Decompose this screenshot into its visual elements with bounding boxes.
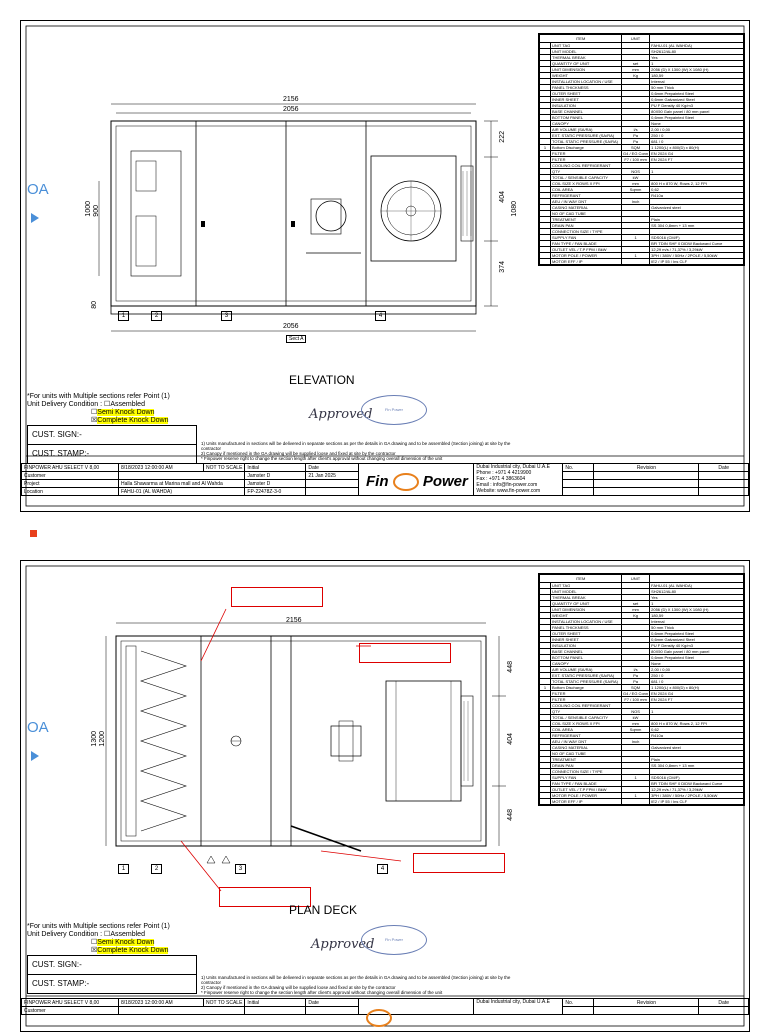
spec-cell-label: EXT. STATIC PRESSURE (SA/RA) xyxy=(551,673,622,679)
opt-semi-checkbox: ☐ xyxy=(91,409,98,416)
opt-semi: Semi Knock Down xyxy=(97,409,155,416)
spec-cell-unit: set xyxy=(622,61,650,67)
tb-location-label: Location xyxy=(22,488,119,496)
disclaimer-3: * Finpower reserve right to change the section length after client's approval without changing overall dimension of the unit xyxy=(201,456,443,461)
view-title-plan: PLAN DECK xyxy=(289,903,358,917)
spec-cell-unit: F7 / 100 mm xyxy=(622,157,650,163)
logo-left: Fin xyxy=(366,473,389,490)
tb-fax: Fax : +971 4 3863604 xyxy=(476,476,526,482)
spec-cell-value: Yes xyxy=(650,55,744,61)
plan-disclaimer-2: 2) Canopy if mentioned in the GA drawing will be supplied loose and fixed at site by the contractor xyxy=(201,985,396,990)
spec-cell-value: 12,29 m/s / 71,37% / 3,29kW xyxy=(650,787,744,793)
dim-right-top-plan: 448 xyxy=(507,661,514,673)
spec-cell-label: TOTAL / SENSIBLE CAPACITY xyxy=(551,175,622,181)
section-marker-4: 4 xyxy=(375,311,386,321)
tb-date-head: Date xyxy=(306,464,359,472)
disclaimer-plan xyxy=(201,975,531,995)
spec-cell-value: None xyxy=(650,661,744,667)
finpower-logo xyxy=(366,473,468,491)
dim-right-bot: 374 xyxy=(499,261,506,273)
spec-cell-label: FILTER xyxy=(551,691,622,697)
spec-cell-label: QUANTITY OF UNIT xyxy=(551,601,622,607)
spec-cell-n xyxy=(540,799,551,805)
dim-right-mid: 404 xyxy=(499,191,506,203)
dim-bottom: 2056 xyxy=(283,323,299,330)
spec-cell-unit xyxy=(622,259,650,265)
spec-cell-label: QTY xyxy=(551,169,622,175)
spec-cell-label: NO OF CAD TUBE xyxy=(551,211,622,217)
spec-cell-label: AIR VOLUME (SA/RA) xyxy=(551,667,622,673)
approval-stamp-plan: Fin Power xyxy=(361,925,427,955)
spec-cell-value: 80X50 Galv panel / 80 mm panel xyxy=(650,649,744,655)
plan-note-line-1: *For units with Multiple sections refer Point (1) xyxy=(27,923,170,930)
spec-cell-label: BOTTOM PANEL xyxy=(551,115,622,121)
plan-opt-semi-checkbox: ☐ xyxy=(91,939,98,946)
tb-phone: Phone : +971 4 4219900 xyxy=(476,470,532,476)
spec-cell-label: INSULATION xyxy=(551,643,622,649)
bullet-marker xyxy=(30,530,37,537)
spec-header-item: ITEM xyxy=(540,35,622,43)
spec-cell-label: EXT. STATIC PRESSURE (SA/RA) xyxy=(551,133,622,139)
spec-cell-value: Galvanized steel xyxy=(650,205,744,211)
spec-cell-label: COIL AREA xyxy=(551,727,622,733)
spec-cell-label: CASING MATERIAL xyxy=(551,745,622,751)
spec-cell-label: INSULATION xyxy=(551,103,622,109)
spec-cell-label: QUANTITY OF UNIT xyxy=(551,61,622,67)
tb-selected-date: 21 Jan 2025 xyxy=(306,472,359,480)
plan-opt-semi: Semi Knock Down xyxy=(97,939,155,946)
spec-cell-label: PANEL THICKNESS xyxy=(551,625,622,631)
spec-cell-value: BFI TDIN SHF 0 DIDW Backward Curve xyxy=(650,781,744,787)
spec-cell-value: 1 xyxy=(650,709,744,715)
spec-cell-label: CASING MATERIAL xyxy=(551,205,622,211)
dim-base: 80 xyxy=(91,301,98,309)
spec-cell-label: QTY xyxy=(551,709,622,715)
drawing-sheet-plan xyxy=(20,560,750,1032)
spec-cell-label: OUTER SHEET xyxy=(551,91,622,97)
opt-complete: Complete Knock Down xyxy=(97,417,169,424)
tb-selected-by: Jamster D xyxy=(245,472,306,480)
spec-cell-unit: Kg xyxy=(622,613,650,619)
notes-plan xyxy=(27,923,170,955)
note-line-1: *For units with Multiple sections refer Point (1) xyxy=(27,393,170,400)
spec-cell-label: BOTTOM PANEL xyxy=(551,655,622,661)
plan-section-marker-1: 1 xyxy=(118,864,129,874)
spec-row xyxy=(540,259,744,265)
spec-cell-label: FILTER xyxy=(551,151,622,157)
spec-cell-unit: Pa xyxy=(622,133,650,139)
spec-cell-n: 1 xyxy=(540,685,551,691)
spec-cell-value: 180,59 xyxy=(650,73,744,79)
spec-cell-value: SDS016 (CM/F) xyxy=(650,235,744,241)
spec-cell-value: 2056 (D) X 1300 (W) X 1080 (H) xyxy=(650,607,744,613)
spec-cell-label: INSTALLATION LOCATION / USE xyxy=(551,619,622,625)
spec-cell-label: REFRIGERANT xyxy=(551,733,622,739)
spec-cell-value: SH2612/AL80 xyxy=(650,589,744,595)
spec-cell-value: 0,6mm Prepainted Steel xyxy=(650,115,744,121)
spec-cell-value: Plain xyxy=(650,757,744,763)
spec-cell-value: EN 2024 G4 xyxy=(650,151,744,157)
spec-cell-value: R410a xyxy=(650,193,744,199)
spec-cell-value: SS 304 0,8mm + 13 mm xyxy=(650,763,744,769)
spec-cell-label: CANOPY xyxy=(551,661,622,667)
dim-top-inner: 2056 xyxy=(283,106,299,113)
plan-tb-initial: Initial xyxy=(245,999,306,1007)
spec-cell-label: FAN TYPE / FAN BLADE xyxy=(551,241,622,247)
spec-cell-value: PU F Density 40 Kg/m3 xyxy=(650,103,744,109)
notes xyxy=(27,393,170,425)
plan-section-marker-2: 2 xyxy=(151,864,162,874)
disclaimer-2: 2) Canopy if mentioned in the GA drawing will be supplied loose and fixed at site by the contractor xyxy=(201,451,396,456)
spec-cell-label: NO OF CAD TUBE xyxy=(551,751,622,757)
spec-cell-value: 681 / 0 xyxy=(650,139,744,145)
spec-table-body-plan xyxy=(540,583,744,805)
spec-cell-label: OUTLET VEL / T.P FPM / BkW xyxy=(551,247,622,253)
spec-cell-value: 800 H x 870 W, Rows 2, 12 FPI xyxy=(650,721,744,727)
spec-cell-unit: kW xyxy=(622,175,650,181)
spec-row xyxy=(540,799,744,805)
spec-cell-label: UNIT TAG xyxy=(551,583,622,589)
spec-cell-label: BASE CHANNEL xyxy=(551,109,622,115)
spec-cell-value: 2,00 / 0,00 xyxy=(650,667,744,673)
spec-cell-label: TOTAL STATIC PRESSURE (SA/RA) xyxy=(551,679,622,685)
tb-revdate-head: Date xyxy=(699,464,749,472)
spec-cell-label: CONNECTION SIZE / TYPE xyxy=(551,229,622,235)
spec-cell-label: COOLING COIL REFRIGERANT xyxy=(551,163,622,169)
oa-label: OA xyxy=(27,181,49,198)
spec-cell-value: R410a xyxy=(650,733,744,739)
spec-cell-unit: Pa xyxy=(622,139,650,145)
spec-cell-label: WEIGHT xyxy=(551,73,622,79)
plan-section-marker-4: 4 xyxy=(377,864,388,874)
plan-opt-assembled: Assembled xyxy=(110,931,145,938)
spec-cell-unit: mm xyxy=(622,181,650,187)
spec-cell-label: INNER SHEET xyxy=(551,637,622,643)
spec-cell-label: DRAIN PAN xyxy=(551,223,622,229)
plan-disclaimer-1: 1) Units manufactured in sections will be delivered in separate sections as per the details in GA drawing and to be assembled (Section joining) at site by the contractor xyxy=(201,975,511,985)
spec-cell-unit: kW xyxy=(622,715,650,721)
dim-left-1-plan: 1300 xyxy=(91,731,98,747)
spec-cell-label: AEU / IN WAY DNT xyxy=(551,199,622,205)
plan-cust-stamp: CUST. STAMP:- xyxy=(28,974,196,993)
spec-cell-label: WEIGHT xyxy=(551,613,622,619)
spec-cell-unit: Sqmm xyxy=(622,727,650,733)
spec-cell-value: 1 xyxy=(650,61,744,67)
dim-right-bot-plan: 448 xyxy=(507,809,514,821)
spec-cell-value: 1 1200(L) x 800(D) x 80(H) xyxy=(650,685,744,691)
note-line-2: Unit Delivery Condition : xyxy=(27,401,103,408)
oa-label-plan: OA xyxy=(27,719,49,736)
section-marker-2: 2 xyxy=(151,311,162,321)
spec-cell-label: CONNECTION SIZE / TYPE xyxy=(551,769,622,775)
tb-customer xyxy=(119,472,245,480)
dim-left-1: 1000 xyxy=(85,201,92,217)
cust-sign: CUST. SIGN:- xyxy=(32,430,82,439)
spec-cell-value: 0,6mm Prepainted Steel xyxy=(650,631,744,637)
spec-cell-unit: G4 / EG Conn xyxy=(623,151,649,156)
spec-cell-label: TREATMENT xyxy=(551,757,622,763)
callout-box-3 xyxy=(413,853,505,873)
plan-tb-scale: NOT TO SCALE xyxy=(204,999,245,1007)
spec-cell-unit: mm xyxy=(622,721,650,727)
plan-opt-assembled-checkbox: ☐ xyxy=(104,931,111,938)
disclaimer-1: 1) Units manufactured in sections will be delivered in separate sections as per the details in GA drawing and to be assembled (Section joining) at site by the contractor xyxy=(201,441,511,451)
spec-cell-unit: Inch xyxy=(622,739,650,745)
spec-cell-label: AEU / IN WAY DNT xyxy=(551,739,622,745)
spec-cell-label: SUPPLY FAN xyxy=(551,235,622,241)
spec-cell-value: Galvanized steel xyxy=(650,745,744,751)
spec-cell-value: 0,62 xyxy=(650,727,744,733)
tb-address xyxy=(474,464,563,496)
spec-cell-value: 0,6mm Galvanized Steel xyxy=(650,637,744,643)
spec-cell-unit: Sqmm xyxy=(622,187,650,193)
cust-stamp: CUST. STAMP:- xyxy=(28,444,196,463)
spec-table-body xyxy=(540,43,744,265)
spec-cell-unit xyxy=(622,799,650,805)
finpower-logo-plan xyxy=(366,1009,392,1027)
spec-cell-label: FILTER xyxy=(551,157,622,163)
spec-cell-value: 2,00 / 0,00 xyxy=(650,127,744,133)
tb-software: FINPOWER AHU SELECT V 8,00 xyxy=(22,464,119,472)
plan-tb-customer-label: Customer xyxy=(22,1007,119,1015)
spec-cell-value: 1 xyxy=(650,601,744,607)
spec-cell-label: INNER SHEET xyxy=(551,97,622,103)
spec-cell-value: BFI TDIN SHF 0 DIDW Backward Curve xyxy=(650,241,744,247)
spec-header-unit-plan: UNIT xyxy=(622,575,650,583)
spec-cell-value: Yes xyxy=(650,595,744,601)
spec-cell-value: IE2 / IP 55 / Ins CLF xyxy=(650,799,744,805)
spec-cell-label: COIL SIZE X ROWS X FPI xyxy=(551,721,622,727)
dim-left-2-plan: 1200 xyxy=(99,731,106,747)
spec-cell-label: COOLING COIL REFRIGERANT xyxy=(551,703,622,709)
spec-cell-label: Bottom Discharge xyxy=(551,145,622,151)
spec-cell-value: Plain xyxy=(650,217,744,223)
spec-cell-label: INSTALLATION LOCATION / USE xyxy=(551,79,622,85)
spec-cell-unit: Kg xyxy=(622,73,650,79)
signature: Approved xyxy=(309,407,373,422)
spec-cell-label: PANEL THICKNESS xyxy=(551,85,622,91)
dim-left-2: 900 xyxy=(93,205,100,217)
spec-cell-value: FAHU-01 (AL WAHDA) xyxy=(650,43,744,49)
spec-cell-unit: NOS xyxy=(622,169,650,175)
plan-disclaimer-3: * Finpower reserve right to change the section length after client's approval without changing overall dimension of the unit xyxy=(201,990,443,995)
spec-cell-label: MOTOR EFF / IP xyxy=(551,799,622,805)
spec-cell-value: FAHU-01 (AL WAHDA) xyxy=(650,583,744,589)
spec-cell-label: THERMAL BREAK xyxy=(551,55,622,61)
plan-opt-complete-checkbox: ☒ xyxy=(91,947,98,954)
customer-sign-box xyxy=(27,425,197,464)
spec-header-unit: UNIT xyxy=(622,35,650,43)
spec-cell-unit: G4 / EG Conn xyxy=(623,691,649,696)
spec-cell-value: 50 mm Thick xyxy=(650,625,744,631)
spec-cell-value: 12,29 m/s / 71,37% / 3,29kW xyxy=(650,247,744,253)
tb-project: Halla Shawarma at Marina mall and Al Wahda xyxy=(119,480,245,488)
dim-right-top: 222 xyxy=(499,131,506,143)
tb-website: Website: www.fin-power.com xyxy=(476,488,541,494)
spec-cell-value: 250 / 0 xyxy=(650,133,744,139)
spec-cell-value: 0,6mm Prepainted Steel xyxy=(650,91,744,97)
spec-cell-value: 50 mm Thick xyxy=(650,85,744,91)
spec-cell-label: MOTOR POLE / POWER xyxy=(551,253,622,259)
spec-cell-label: COIL AREA xyxy=(551,187,622,193)
tb-address-text: Dubai Industrial city, Dubai U.A.E xyxy=(476,464,550,470)
spec-cell-label: UNIT MODEL xyxy=(551,49,622,55)
tb-project-label: Project xyxy=(22,480,119,488)
spec-cell-unit: Inch xyxy=(622,199,650,205)
spec-cell-label: MOTOR POLE / POWER xyxy=(551,793,622,799)
drawing-sheet-elevation xyxy=(20,20,750,512)
tb-initial-head: Initial xyxy=(245,464,306,472)
spec-cell-label: MOTOR EFF / IP xyxy=(551,259,622,265)
spec-cell-value: 0,6mm Prepainted Steel xyxy=(650,655,744,661)
tb-scale: NOT TO SCALE xyxy=(204,464,245,472)
opt-assembled: Assembled xyxy=(110,401,145,408)
dim-top-outer: 2156 xyxy=(283,96,299,103)
plan-cust-sign: CUST. SIGN:- xyxy=(32,960,82,969)
spec-cell-label: THERMAL BREAK xyxy=(551,595,622,601)
view-title-elevation: ELEVATION xyxy=(289,373,355,387)
section-label: Sect A xyxy=(286,335,306,343)
spec-cell-label: OUTLET VEL / T.P FPM / BkW xyxy=(551,787,622,793)
spec-cell-unit: l/s xyxy=(622,127,650,133)
spec-cell-unit: 1 xyxy=(622,775,650,781)
spec-cell-value: EN 2024 F7 xyxy=(650,157,744,163)
spec-cell-unit: set xyxy=(622,601,650,607)
plan-tb-date: 8/18/2023 12:00:00 AM xyxy=(119,999,204,1007)
logo-emblem-icon-plan xyxy=(366,1009,392,1027)
spec-cell-label: SUPPLY FAN xyxy=(551,775,622,781)
spec-cell-unit: SQM xyxy=(622,145,650,151)
spec-cell-unit: F7 / 100 mm xyxy=(622,697,650,703)
logo-emblem-icon xyxy=(393,473,419,491)
spec-cell-value: Internal xyxy=(650,619,744,625)
logo-right: Power xyxy=(422,473,468,490)
spec-cell-value: EN 2024 F7 xyxy=(650,697,744,703)
spec-cell-label: DRAIN PAN xyxy=(551,763,622,769)
spec-cell-value: 1 1200(L) x 800(D) x 80(H) xyxy=(650,145,744,151)
spec-cell-unit: Pa xyxy=(622,673,650,679)
section-marker-3: 3 xyxy=(221,311,232,321)
plan-section-marker-3: 3 xyxy=(235,864,246,874)
spec-cell-label: FAN TYPE / FAN BLADE xyxy=(551,781,622,787)
spec-cell-label: TOTAL / SENSIBLE CAPACITY xyxy=(551,715,622,721)
callout-box-2 xyxy=(359,643,451,663)
spec-cell-unit: 1 xyxy=(622,793,650,799)
spec-cell-unit: SQM xyxy=(622,685,650,691)
spec-cell-value: 2056 (D) X 1300 (W) X 1080 (H) xyxy=(650,67,744,73)
spec-cell-label: TREATMENT xyxy=(551,217,622,223)
opt-assembled-checkbox: ☐ xyxy=(104,401,111,408)
spec-cell-label: Bottom Discharge xyxy=(551,685,622,691)
approval-stamp: Fin Power xyxy=(361,395,427,425)
tb-dwg-no: FP-22478Z-3-0 xyxy=(245,488,306,496)
spec-cell-unit: l/s xyxy=(622,667,650,673)
spec-cell-unit: Pa xyxy=(622,679,650,685)
spec-cell-value: 1 xyxy=(650,169,744,175)
plan-tb-no: No. xyxy=(563,999,594,1007)
tb-customer-label: Customer xyxy=(22,472,119,480)
tb-location: FAHU-01 (AL WAHDA) xyxy=(119,488,245,496)
spec-table xyxy=(538,33,745,266)
spec-cell-label: COIL SIZE X ROWS X FPI xyxy=(551,181,622,187)
section-marker-1: 1 xyxy=(118,311,129,321)
spec-cell-value: Internal xyxy=(650,79,744,85)
tb-approved-by: Jamster D xyxy=(245,480,306,488)
plan-tb-address: Dubai Industrial city, Dubai U.A.E xyxy=(474,999,563,1015)
spec-cell-label: FILTER xyxy=(551,697,622,703)
spec-cell-unit: 1 xyxy=(622,235,650,241)
spec-cell-value: EN 2024 G4 xyxy=(650,691,744,697)
spec-cell-value: SH2612/AL80 xyxy=(650,49,744,55)
spec-cell-value: IE2 / IP 55 / Ins CLF xyxy=(650,259,744,265)
spec-cell-value: 250 / 0 xyxy=(650,673,744,679)
dim-top-plan: 2156 xyxy=(286,617,302,624)
spec-header-item-plan: ITEM xyxy=(540,575,622,583)
spec-cell-value: 0,62 xyxy=(650,187,744,193)
tb-no-head: No. xyxy=(563,464,594,472)
spec-cell-value: 681 / 0 xyxy=(650,679,744,685)
signature-plan: Approved xyxy=(311,937,375,952)
spec-cell-value: 180,59 xyxy=(650,613,744,619)
spec-cell-n xyxy=(540,259,551,265)
spec-cell-value: 80X50 Galv panel / 80 mm panel xyxy=(650,109,744,115)
spec-cell-label: AIR VOLUME (SA/RA) xyxy=(551,127,622,133)
spec-table-plan xyxy=(538,573,745,806)
spec-cell-label: UNIT TAG xyxy=(551,43,622,49)
spec-cell-label: BASE CHANNEL xyxy=(551,649,622,655)
spec-cell-label: OUTER SHEET xyxy=(551,631,622,637)
spec-cell-label: REFRIGERANT xyxy=(551,193,622,199)
spec-cell-unit: mm xyxy=(622,67,650,73)
plan-note-line-2: Unit Delivery Condition : xyxy=(27,931,103,938)
plan-opt-complete: Complete Knock Down xyxy=(97,947,169,954)
plan-tb-date-head: Date xyxy=(306,999,359,1007)
spec-cell-value: 3PH / 380V / 50Hz / 2POLE / 5,50kW xyxy=(650,793,744,799)
tb-rev-head: Revision xyxy=(594,464,699,472)
spec-cell-label: CANOPY xyxy=(551,121,622,127)
spec-cell-value: SS 304 0,8mm + 13 mm xyxy=(650,223,744,229)
spec-cell-label: UNIT DIMENSION xyxy=(551,607,622,613)
spec-cell-unit: 1 xyxy=(622,253,650,259)
spec-cell-value: PU F Density 40 Kg/m3 xyxy=(650,643,744,649)
spec-cell-value: 3PH / 380V / 50Hz / 2POLE / 5,50kW xyxy=(650,253,744,259)
spec-cell-value: 800 H x 870 W, Rows 2, 12 FPI xyxy=(650,181,744,187)
plan-tb-revdate: Date xyxy=(699,999,749,1007)
dim-right-mid-plan: 404 xyxy=(507,733,514,745)
spec-cell-unit: NOS xyxy=(622,709,650,715)
spec-cell-value: SDS016 (CM/F) xyxy=(650,775,744,781)
tb-email: Email : info@fin-power.com xyxy=(476,482,538,488)
spec-cell-value: None xyxy=(650,121,744,127)
plan-tb-rev: Revision xyxy=(594,999,699,1007)
dim-right-total: 1080 xyxy=(511,201,518,217)
customer-sign-box-plan xyxy=(27,955,197,994)
spec-cell-label: UNIT DIMENSION xyxy=(551,67,622,73)
spec-cell-unit: mm xyxy=(622,607,650,613)
callout-box-1 xyxy=(231,587,323,607)
opt-complete-checkbox: ☒ xyxy=(91,417,98,424)
spec-cell-value: 0,6mm Galvanized Steel xyxy=(650,97,744,103)
spec-cell-n: 1 xyxy=(540,145,551,151)
tb-date: 8/18/2023 12:00:00 AM xyxy=(119,464,204,472)
disclaimer xyxy=(201,441,531,461)
spec-cell-label: UNIT MODEL xyxy=(551,589,622,595)
spec-cell-label: TOTAL STATIC PRESSURE (SA/RA) xyxy=(551,139,622,145)
plan-tb-software: FINPOWER AHU SELECT V 8,00 xyxy=(22,999,119,1007)
